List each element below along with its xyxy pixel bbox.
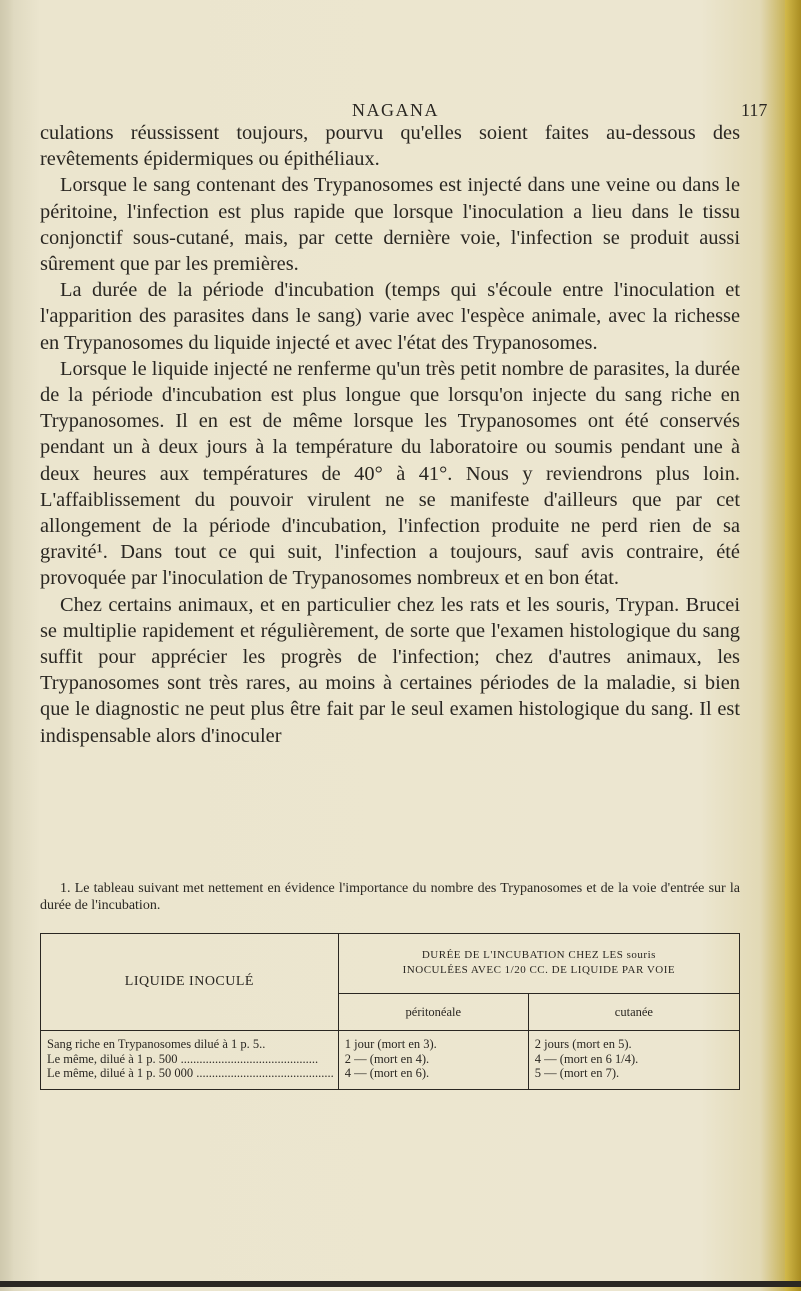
paragraph-2: Lorsque le sang contenant des Trypanosomes est injecté dans une veine ou dans le péritoine, l'infection est plus rapide que lorsque l'inoculation a lieu dans le tissu conjonctif sous-cutané, mais, par cette dernière voie, l'infection se produit aussi sûrement que par les premières.: [40, 174, 740, 276]
running-title: NAGANA: [352, 100, 439, 120]
cutaneous-column: [528, 1031, 739, 1090]
cutaneous-cell: 5 — (mort en 7).: [534, 1066, 620, 1080]
group-header-line-2: INOCULÉES AVEC 1/20 CC. DE LIQUIDE PAR VOIE: [402, 964, 676, 977]
liquid-cell: Le même, dilué à 1 p. 50 000 .....: [47, 1066, 334, 1081]
group-header-line-1: DURÉE DE L'INCUBATION CHEZ LES souris: [421, 949, 656, 962]
body-text: [40, 120, 740, 749]
page-edge: [785, 0, 801, 1291]
paragraph-1: culations réussissent toujours, pourvu qu'elles soient faites au-dessous des revêtements épidermiques ou épithéliaux.: [40, 122, 740, 171]
footnote-text: 1. Le tableau suivant met nettement en évidence l'importance du nombre des Trypanosomes et de la voie d'entrée sur la durée de l'incubation.: [40, 881, 740, 913]
liquid-cell: Sang riche en Trypanosomes dilué à 1 p. 5..: [47, 1037, 266, 1051]
paragraph-3: La durée de la période d'incubation (temps qui s'écoule entre l'inoculation et l'apparition des parasites dans le sang) varie avec l'espèce animale, avec la richesse en Trypanosomes du liquide injecté et avec l'état des Trypanosomes.: [40, 279, 740, 354]
paragraph-5: Chez certains animaux, et en particulier chez les rats et les souris, Trypan. Brucei se multiplie rapidement et régulièrement, de sorte que l'examen histologique du sang suffit pour apprécier les progrès de l'infection; chez d'autres animaux, les Trypanosomes sont très rares, au moins à certaines périodes de la maladie, si bien que le diagnostic ne peut plus être fait par le seul examen histologique du sang. Il est indispensable alors d'inoculer: [40, 593, 740, 747]
liquid-cell: Le même, dilué à 1 p. 500 .....: [47, 1052, 334, 1067]
table-row: [41, 1031, 740, 1090]
col-header-liquid: LIQUIDE INOCULÉ: [41, 934, 339, 1031]
page-bottom-shadow: [0, 1281, 801, 1287]
peritoneal-cell: 1 jour (mort en 3).: [344, 1037, 437, 1051]
incubation-table: [40, 933, 740, 1090]
peritoneal-column: [338, 1031, 528, 1090]
liquid-column: [41, 1031, 339, 1090]
peritoneal-cell: 4 — (mort en 6).: [344, 1066, 430, 1080]
cutaneous-cell: 2 jours (mort en 5).: [534, 1037, 632, 1051]
cutaneous-cell: 4 — (mort en 6 1/4).: [534, 1051, 639, 1066]
peritoneal-cell: 2 — (mort en 4).: [344, 1051, 430, 1066]
footnote: [40, 880, 740, 914]
col-header-peritoneal: péritonéale: [338, 993, 528, 1030]
col-header-incubation: [338, 934, 739, 994]
paragraph-4: Lorsque le liquide injecté ne renferme qu'un très petit nombre de parasites, la durée de la période d'incubation est plus longue que lorsqu'on injecte du sang riche en Trypanosomes. Il en est de même lorsque les Trypanosomes ont été conservés pendant un à deux jours à la température du laboratoire ou soumis pendant une à deux heures aux températures de 40° à 41°. Nous y reviendrons plus loin. L'affaiblissement du pouvoir virulent ne se manifeste d'ailleurs que par cet allongement de la période d'incubation, l'infection produite ne perd rien de sa gravité¹. Dans tout ce qui suit, l'infection a toujours, sauf avis contraire, été provoquée par l'inoculation de Trypanosomes nombreux et en bon état.: [40, 357, 740, 590]
page-gutter-shadow: [0, 0, 14, 1291]
col-header-cutaneous: cutanée: [528, 993, 739, 1030]
page-number: 117: [741, 100, 768, 120]
